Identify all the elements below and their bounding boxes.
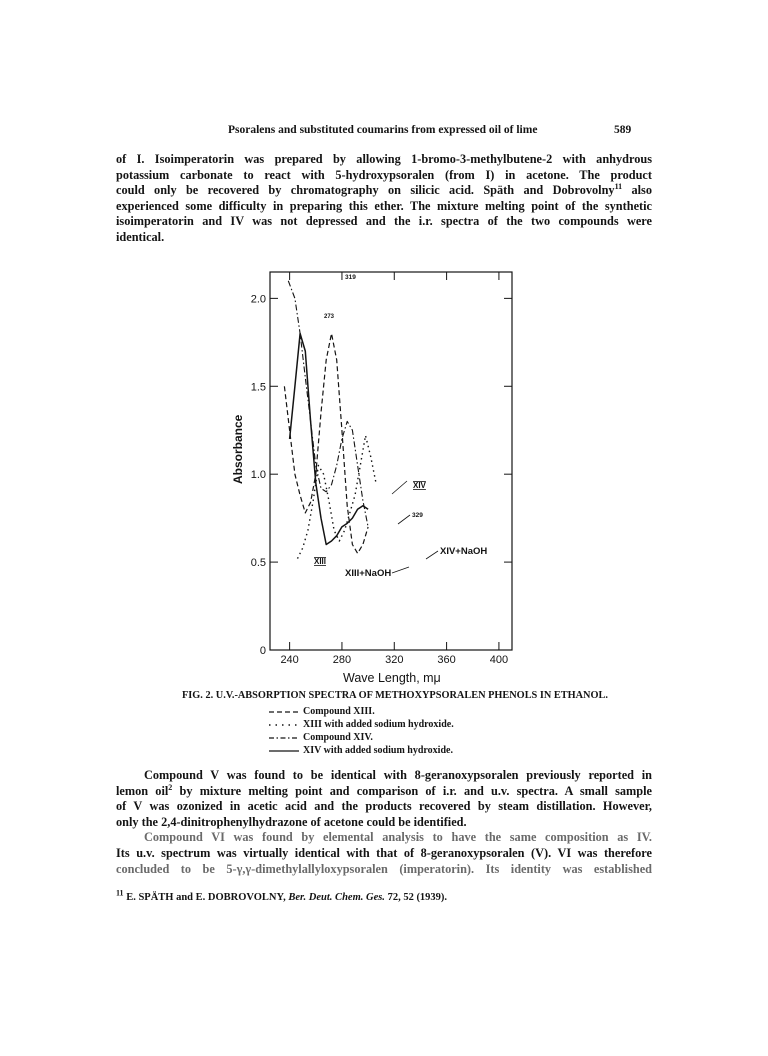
figure-caption: FIG. 2. U.V.-ABSORPTION SPECTRA OF METHOXYPSORALEN PHENOLS IN ETHANOL. [182,690,608,701]
text-segment: could only be recovered by chromatography on silicic acid. Späth and Dobrovolny [116,183,615,198]
text-line: of V was ozonized in acetic acid and the products recovered by steam distillation. However, [116,799,652,814]
x-tick-label: 240 [280,654,299,666]
label-leaders [392,481,438,573]
x-axis-label: Wave Length, mμ [343,671,441,685]
text-line: isoimperatorin and IV was not depressed and the i.r. spectra of the two compounds were [116,214,652,229]
text-line: Compound VI was found by elemental analysis to have the same composition as IV. [144,830,652,845]
text-line: experienced some difficulty in preparing this ether. The mixture melting point of the synthetic [116,198,652,213]
label-peak-329: 329 [412,512,423,519]
paragraph-bottom [116,768,652,877]
legend-label: Compound XIV. [303,732,373,743]
chart-frame [270,272,512,650]
footnote [116,888,448,903]
legend-label: XIII with added sodium hydroxide. [303,719,454,730]
x-tick-label: 280 [332,654,352,666]
y-tick-label: 0 [259,645,266,657]
label-xiv-naoh: XIV+NaOH [440,546,488,557]
text-segment: also [622,183,652,198]
legend-swatch [269,722,299,728]
x-tick-label: 320 [385,654,404,666]
chart-series [284,281,376,559]
y-tick-label: 1.5 [250,381,266,394]
text-line [116,784,652,800]
legend-swatch [269,748,299,754]
page-number: 589 [614,124,632,136]
y-tick-label: 2.0 [250,293,266,306]
series-line [290,334,369,545]
text-line: potassium carbonate to react with 5-hydroxypsoralen (from I) in acetone. The product [116,167,652,182]
x-tick-label: 400 [489,654,509,666]
footnote-number: 11 [116,888,124,898]
y-tick-label: 1.0 [250,469,266,482]
legend-entry [269,731,454,744]
footnote-journal: Ber. Deut. Chem. Ges. [288,892,385,903]
text-segment: by mixture melting point and comparison of i.r. and u.v. spectra. A small sample [172,783,652,798]
text-line: of I. Isoimperatorin was prepared by allowing 1-bromo-3-methylbutene-2 with anhydrous [116,152,652,166]
text-line: Its u.v. spectrum was virtually identical with that of 8-geranoxypsoralen (V). VI was therefore [116,845,652,860]
text-segment: lemon oil [116,783,169,798]
legend-entry [269,718,454,731]
footnote-authors: E. SPÄTH and E. DOBROVOLNY, [123,892,289,903]
legend-entry [269,705,454,718]
label-xiii: XIII [314,557,327,566]
legend-label: Compound XIII. [303,706,375,717]
footnote-rest: 52 (1939). [400,892,448,903]
legend-entry [269,744,454,757]
label-xiv: XIV [413,481,426,490]
text-line: concluded to be 5-γ,γ-dimethylallyloxypsoralen (imperatorin). Its identity was established [116,861,652,876]
label-peak-319: 319 [345,274,356,281]
text-line: Compound V was found to be identical with 8-geranoxypsoralen previously reported in [144,768,652,782]
ref-superscript: 2 [168,782,173,792]
label-peak-273: 273 [324,314,335,320]
figure-legend [269,705,454,757]
running-title: Psoralens and substituted coumarins from expressed oil of lime [228,124,538,136]
text-line: only the 2,4-dinitrophenylhydrazone of acetone could be identified. [116,814,467,829]
x-tick-label: 360 [437,654,456,666]
y-tick-label: 0.5 [250,557,266,570]
plot-border [270,272,512,650]
ref-superscript: 11 [614,182,623,192]
label-xiii-naoh: XIII+NaOH [345,568,392,579]
legend-swatch [269,735,299,741]
legend-label: XIV with added sodium hydroxide. [303,745,453,756]
legend-swatch [269,709,299,715]
y-axis-label: Absorbance [231,414,245,484]
text-line: identical. [116,229,165,244]
chart-ticks [270,272,512,650]
footnote-volume: 72, [384,892,401,903]
